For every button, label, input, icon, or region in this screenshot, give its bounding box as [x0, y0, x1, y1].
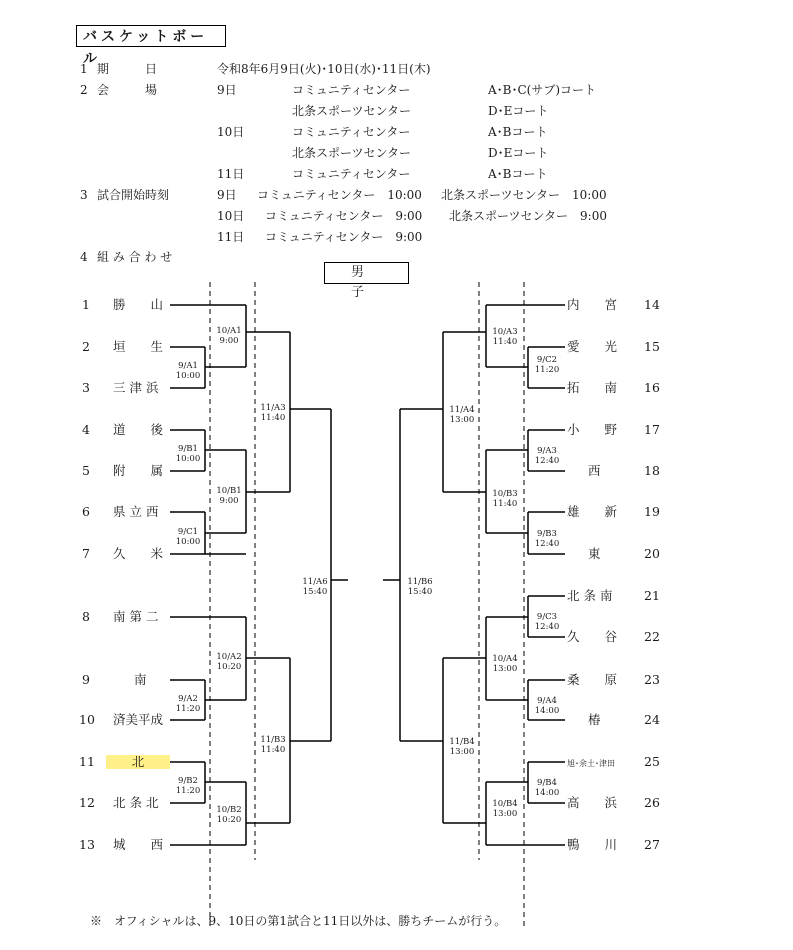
match-id: 10/A2 [216, 652, 242, 662]
venue-place: コミュニティセンター [292, 83, 411, 97]
team-number: 11 [79, 754, 95, 769]
match-id: 11/B4 [449, 737, 475, 747]
match-time: 14:00 [534, 788, 560, 798]
team-number: 7 [82, 546, 90, 561]
match-time: 12:40 [534, 539, 560, 549]
team-number: 15 [644, 339, 660, 354]
team-number: 3 [82, 380, 90, 395]
team-name: 城 西 [113, 837, 164, 852]
team-name: 鴨 川 [567, 837, 618, 852]
team-name: 北 条 北 [113, 795, 159, 810]
match-label [531, 612, 563, 632]
start-time: コミュニティセンター 10:00 [257, 188, 422, 202]
match-id: 9/B3 [537, 529, 557, 539]
match-id: 10/A4 [492, 654, 518, 664]
team-name: 高 浜 [567, 795, 618, 810]
page-title: バスケットボール [76, 25, 226, 47]
match-id: 9/A1 [178, 361, 198, 371]
match-id: 9/A4 [537, 696, 557, 706]
team-number: 12 [79, 795, 95, 810]
match-time: 15:40 [407, 587, 433, 597]
venue-day: 10日 [217, 125, 245, 139]
team-name: 附 属 [113, 463, 164, 478]
match-label [444, 737, 480, 757]
team-name: 東 [588, 546, 601, 561]
team-number: 8 [82, 609, 90, 624]
start-num: 3 [80, 188, 88, 202]
match-id: 9/B2 [178, 776, 198, 786]
match-id: 11/A4 [449, 405, 475, 415]
match-label [255, 735, 291, 755]
match-label [444, 405, 480, 425]
match-time: 11:20 [534, 365, 560, 375]
match-time: 11:40 [260, 745, 286, 755]
match-time: 11:20 [175, 786, 201, 796]
match-label [531, 446, 563, 466]
footnote: ※ オフィシャルは、9、10日の第1試合と11日以外は、勝ちチームが行う。 [90, 914, 507, 928]
start-day: 10日 [217, 209, 245, 223]
team-name: 愛 光 [567, 339, 618, 354]
match-time: 10:20 [216, 815, 242, 825]
team-name: 旭･余土･津田 [567, 759, 615, 768]
venue-place: コミュニティセンター [292, 125, 411, 139]
start-time: コミュニティセンター 9:00 [265, 209, 423, 223]
match-time: 9:00 [219, 336, 239, 346]
match-time: 11:40 [492, 337, 518, 347]
match-time: 13:00 [492, 664, 518, 674]
venue-day: 11日 [217, 167, 245, 181]
match-id: 10/A3 [492, 327, 518, 337]
bracket-title: 男 子 [324, 262, 409, 284]
start-time: 北条スポーツセンター 9:00 [449, 209, 607, 223]
match-label [172, 776, 204, 796]
match-time: 11:40 [492, 499, 518, 509]
pair-num: 4 [80, 250, 88, 264]
match-label [211, 486, 247, 506]
match-id: 10/B1 [216, 486, 242, 496]
match-time: 14:00 [534, 706, 560, 716]
team-name: 済美平成 [113, 712, 164, 727]
team-number: 20 [644, 546, 660, 561]
team-name: 内 宮 [567, 297, 618, 312]
match-label [487, 799, 523, 819]
match-id: 11/B3 [260, 735, 286, 745]
start-time: 北条スポーツセンター 10:00 [441, 188, 607, 202]
match-label [172, 694, 204, 714]
team-name-highlighted: 北 [106, 755, 170, 769]
match-label [531, 529, 563, 549]
team-number: 1 [82, 297, 90, 312]
match-id: 10/A1 [216, 326, 242, 336]
match-label [402, 577, 438, 597]
team-name: 久 谷 [567, 629, 618, 644]
period-value: 令和8年6月9日(火)･10日(水)･11日(木) [217, 62, 431, 76]
venue-place: コミュニティセンター [292, 167, 411, 181]
venue-day: 9日 [217, 83, 237, 97]
team-name: 垣 生 [113, 339, 164, 354]
match-time: 15:40 [302, 587, 328, 597]
match-time: 11:20 [175, 704, 201, 714]
match-id: 10/B3 [492, 489, 518, 499]
match-label [255, 403, 291, 423]
match-time: 10:00 [175, 371, 201, 381]
match-label [297, 577, 333, 597]
team-name: 北 条 南 [567, 588, 613, 603]
match-id: 9/C1 [177, 527, 199, 537]
team-number: 6 [82, 504, 90, 519]
team-name: 桑 原 [567, 672, 618, 687]
team-number: 17 [644, 422, 660, 437]
team-number: 5 [82, 463, 90, 478]
match-label [172, 444, 204, 464]
team-name: 雄 新 [567, 504, 618, 519]
match-time: 13:00 [449, 747, 475, 757]
match-label [487, 489, 523, 509]
match-id: 9/B1 [178, 444, 198, 454]
team-number: 26 [644, 795, 660, 810]
start-day: 11日 [217, 230, 245, 244]
match-id: 10/B2 [216, 805, 242, 815]
match-time: 13:00 [449, 415, 475, 425]
match-id: 9/B4 [537, 778, 557, 788]
period-num: 1 [80, 62, 88, 76]
venue-courts: D･Eコート [488, 104, 549, 118]
team-name: 拓 南 [567, 380, 618, 395]
match-label [531, 696, 563, 716]
team-name: 南 第 二 [113, 609, 159, 624]
team-name: 西 [588, 463, 601, 478]
team-name: 南 [134, 672, 147, 687]
match-time: 10:20 [216, 662, 242, 672]
team-number: 4 [82, 422, 90, 437]
team-number: 19 [644, 504, 660, 519]
match-time: 12:40 [534, 622, 560, 632]
period-label: 期 日 [97, 62, 158, 76]
venue-num: 2 [80, 83, 88, 97]
start-time: コミュニティセンター 9:00 [265, 230, 423, 244]
team-number: 23 [644, 672, 660, 687]
team-number: 22 [644, 629, 660, 644]
venue-courts: A･Bコート [488, 125, 548, 139]
match-id: 10/B4 [492, 799, 518, 809]
team-name: 久 米 [113, 546, 164, 561]
match-time: 12:40 [534, 456, 560, 466]
match-label [487, 654, 523, 674]
match-label [531, 355, 563, 375]
venue-place: 北条スポーツセンター [292, 146, 412, 160]
team-number: 9 [82, 672, 90, 687]
match-id: 11/A6 [302, 577, 328, 587]
venue-courts: D･Eコート [488, 146, 549, 160]
match-label [211, 805, 247, 825]
team-number: 27 [644, 837, 660, 852]
venue-courts: A･Bコート [488, 167, 548, 181]
match-time: 9:00 [219, 496, 239, 506]
team-number: 18 [644, 463, 660, 478]
team-name: 県 立 西 [113, 504, 159, 519]
match-label [172, 527, 204, 547]
match-id: 11/B6 [407, 577, 433, 587]
team-number: 21 [644, 588, 660, 603]
match-label [487, 327, 523, 347]
match-label [211, 652, 247, 672]
team-number: 25 [644, 754, 660, 769]
venue-courts: A･B･C(サブ)コート [488, 83, 597, 97]
team-number: 16 [644, 380, 660, 395]
match-id: 9/C2 [536, 355, 558, 365]
match-time: 11:40 [260, 413, 286, 423]
team-number: 24 [644, 712, 660, 727]
team-number: 13 [79, 837, 95, 852]
team-number: 14 [644, 297, 660, 312]
match-id: 9/C3 [536, 612, 558, 622]
match-id: 9/A3 [537, 446, 557, 456]
match-id: 9/A2 [178, 694, 198, 704]
match-label [172, 361, 204, 381]
venue-place: 北条スポーツセンター [292, 104, 412, 118]
start-label: 試合開始時刻 [97, 188, 170, 202]
team-number: 2 [82, 339, 90, 354]
match-time: 10:00 [175, 537, 201, 547]
team-name: 椿 [588, 712, 601, 727]
match-time: 13:00 [492, 809, 518, 819]
start-day: 9日 [217, 188, 237, 202]
pair-label: 組 み 合 わ せ [97, 250, 173, 264]
team-name: 小 野 [567, 422, 618, 437]
match-id: 11/A3 [260, 403, 286, 413]
team-number: 10 [79, 712, 95, 727]
match-time: 10:00 [175, 454, 201, 464]
venue-label: 会 場 [97, 83, 158, 97]
team-name: 道 後 [113, 422, 164, 437]
match-label [531, 778, 563, 798]
team-name: 三 津 浜 [113, 380, 159, 395]
match-label [211, 326, 247, 346]
team-name: 勝 山 [113, 297, 164, 312]
